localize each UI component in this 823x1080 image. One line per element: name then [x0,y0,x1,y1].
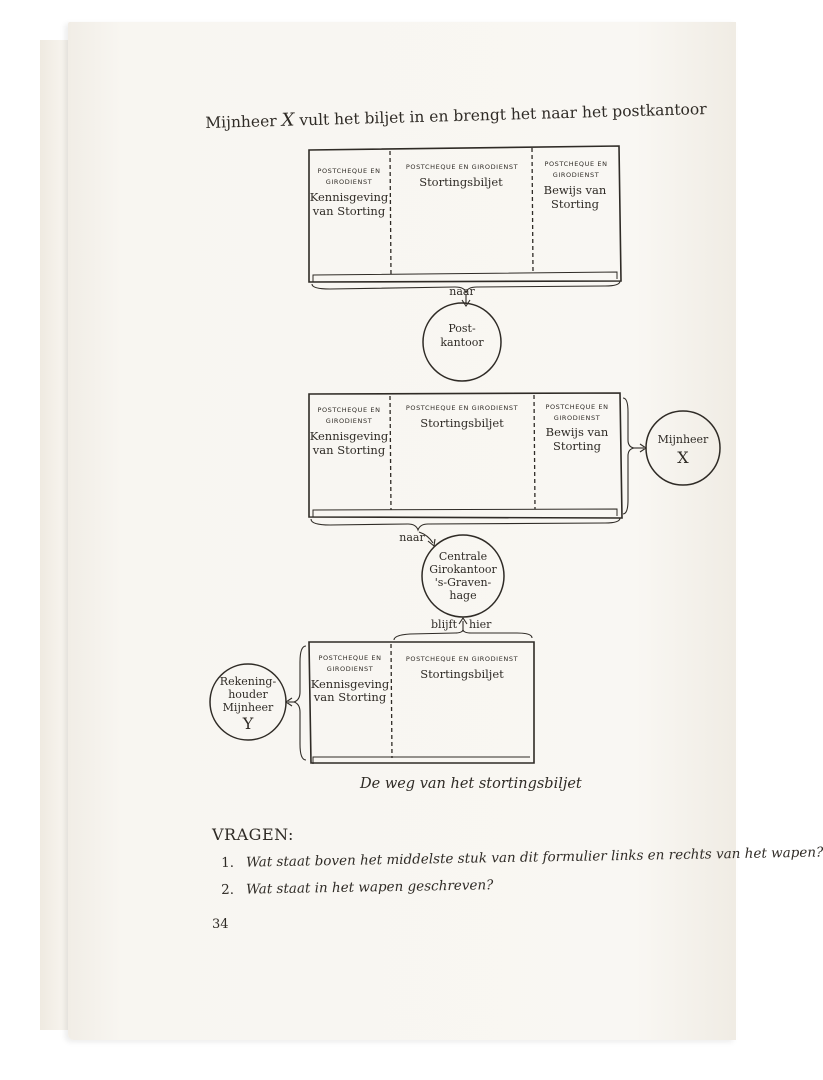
form1-kennisgeving-line2: van Storting [312,204,386,218]
caption-prefix: Mijnheer [205,112,277,132]
centrale-line4: hage [449,589,477,602]
brace-2-bottom [311,518,620,530]
question-number: 1. [221,854,235,871]
form1-left-org-line2: GIRODIENST [325,178,373,186]
form2-stortingsbiljet: Stortingsbiljet [420,416,504,430]
form2-kennisgeving-line2: van Storting [312,443,386,457]
postkantoor-line1: Post- [448,322,476,335]
centrale-line2: Girokantoor [429,563,497,576]
form3-stortingsbiljet: Stortingsbiljet [420,667,504,681]
form3-kennisgeving-line2: van Storting [313,690,387,704]
question-number: 2. [221,881,235,898]
page-number: 34 [212,917,229,932]
form3-center-org: POSTCHEQUE EN GIRODIENST [405,655,519,663]
rekeninghouder-line3: Mijnheer [222,701,274,714]
brace-2-right [623,398,634,514]
form2-bewijs-line1: Bewijs van [545,425,609,439]
caption-x: X [281,109,295,131]
questions-heading: VRAGEN: [212,825,294,844]
flow-label-hier: hier [469,618,492,631]
flow-label-naar-1: naar [449,285,475,298]
form3-kennisgeving-line1: Kennisgeving [310,677,390,691]
form1-center-org: POSTCHEQUE EN GIRODIENST [405,163,519,171]
form2-right-org-line1: POSTCHEQUE EN [545,403,609,411]
centrale-line3: 's-Graven- [434,576,492,589]
flow-label-naar-2: naar [399,531,425,544]
form1-right-org-line2: GIRODIENST [552,171,600,179]
mijnheer-x-line1: Mijnheer [657,433,709,446]
form1-kennisgeving-line1: Kennisgeving [309,190,389,204]
question-text: Wat staat in het wapen geschreven? [245,877,494,898]
brace-3-left [294,646,306,760]
form1-bewijs-line2: Storting [551,197,599,211]
form3-left-org-line1: POSTCHEQUE EN [318,654,382,662]
caption-suffix: vult het biljet in en brengt het naar het postkantoor [299,99,707,130]
form2-center-org: POSTCHEQUE EN GIRODIENST [405,404,519,412]
rekeninghouder-line1: Rekening- [219,675,277,688]
figure-caption: De weg van het stortingsbiljet [360,776,582,792]
rekeninghouder-line2: houder [228,688,268,701]
form3-left-org-line2: GIRODIENST [326,665,374,673]
postkantoor-line2: kantoor [440,336,484,349]
brace-3-top [394,630,532,640]
form1-stortingsbiljet: Stortingsbiljet [419,175,503,189]
form1-right-org-line1: POSTCHEQUE EN [544,160,608,168]
form2-right-org-line2: GIRODIENST [553,414,601,422]
question-text: Wat staat boven het middelste stuk van dit formulier links en rechts van het wapen? [245,844,823,871]
form2-bewijs-line2: Storting [553,439,601,453]
form1-left-org-line1: POSTCHEQUE EN [317,167,381,175]
form2-left-org-line2: GIRODIENST [325,417,373,425]
centrale-line1: Centrale [438,550,488,563]
rekeninghouder-line4: Y [242,714,254,733]
form2-left-org-line1: POSTCHEQUE EN [317,406,381,414]
form1-bewijs-line1: Bewijs van [543,183,607,197]
form2-kennisgeving-line1: Kennisgeving [309,429,389,443]
flow-label-blijft: blijft [431,618,457,631]
mijnheer-x-line2: X [677,448,689,467]
